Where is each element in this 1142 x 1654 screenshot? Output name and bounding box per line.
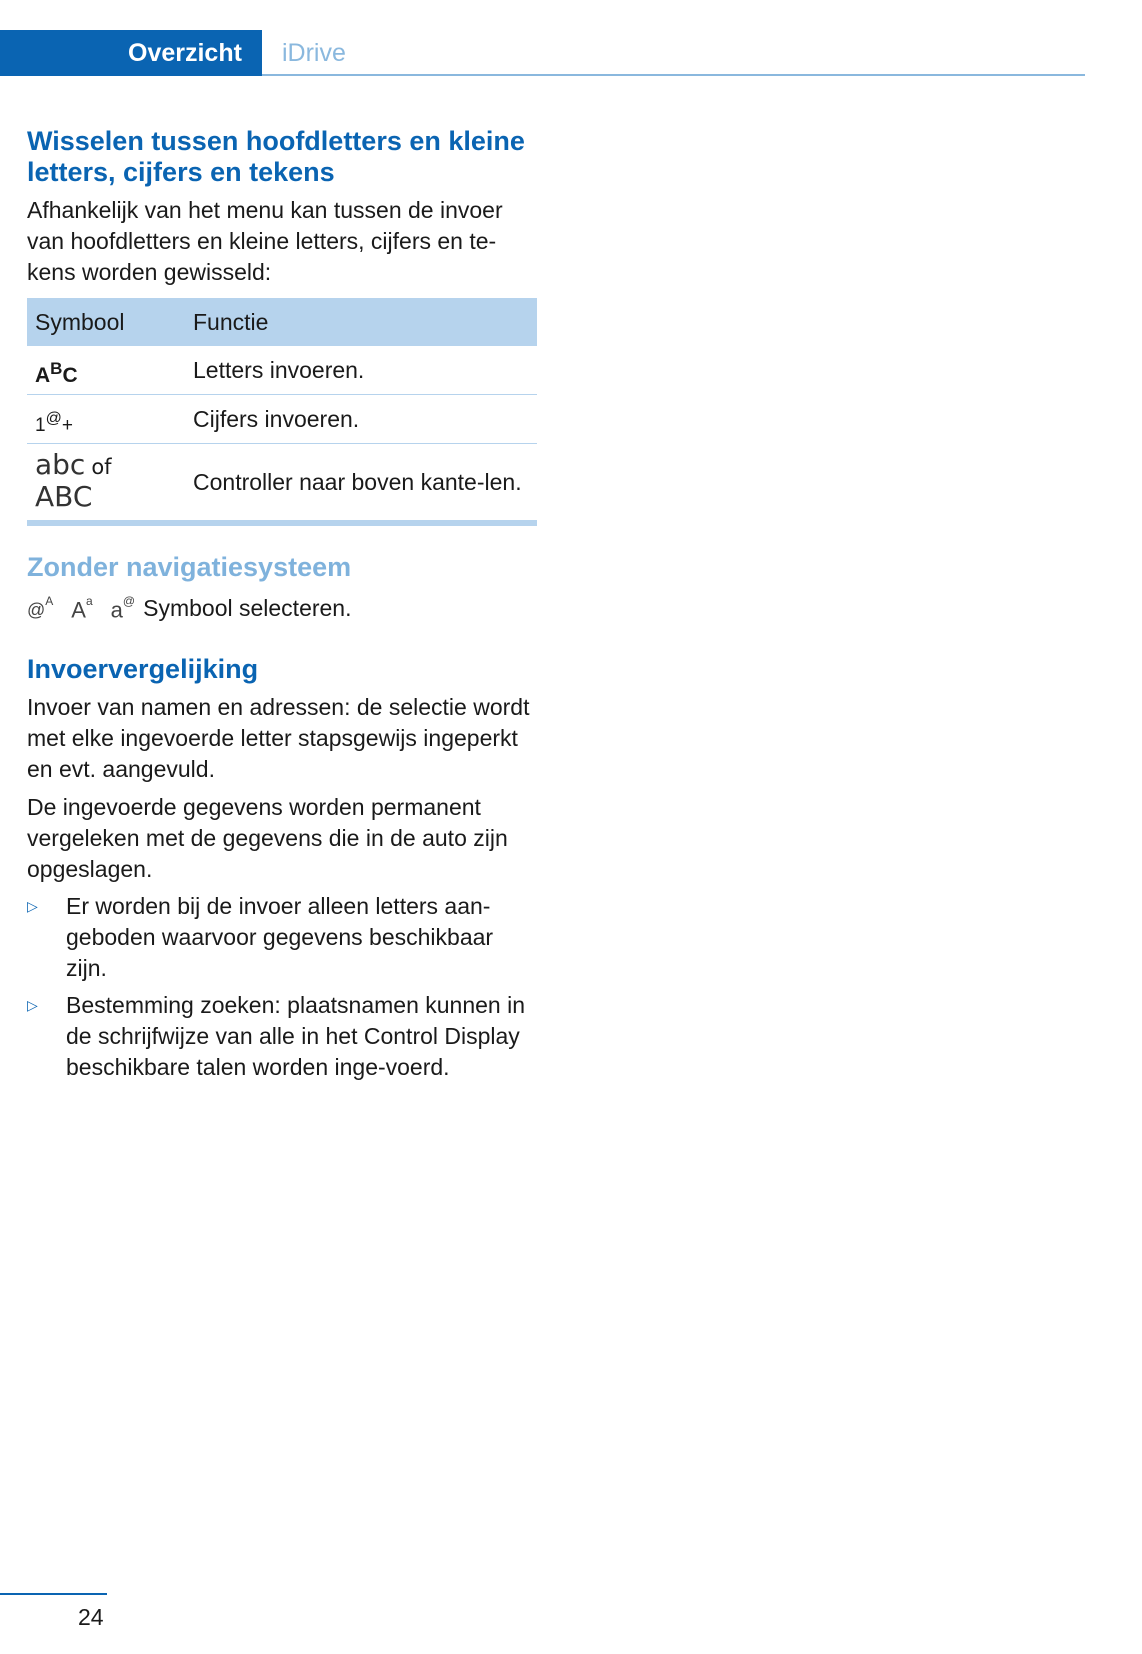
paragraph: De ingevoerde gegevens worden permanent vergeleken met de gegevens die in de auto zijn opgeslagen. <box>27 794 508 882</box>
table-row <box>27 346 537 395</box>
table-header-functie: Functie <box>193 308 269 335</box>
symbol-table <box>27 298 537 526</box>
table-cell-symbol <box>27 346 193 395</box>
numbers-symbol-icon: 1@+ <box>35 409 73 436</box>
table-cell-function: Letters invoeren. <box>193 346 537 395</box>
list-item-text: Bestemming zoeken: plaatsnamen kunnen in de schrijfwijze van alle in het Control Display beschikbare talen worden inge-voerd. <box>66 992 526 1080</box>
header-divider <box>262 74 1085 76</box>
section-title-wisselen: Wisselen tussen hoofdletters en kleine letters, cijfers en tekens <box>27 126 525 187</box>
table-cell-function: Cijfers invoeren. <box>193 395 537 444</box>
table-header-symbool: Symbool <box>35 308 125 335</box>
lowercase-at-icon: a@ <box>110 594 136 623</box>
bullet-list <box>27 891 539 1083</box>
symbol-select-line <box>27 590 539 626</box>
section-title-invoervergelijking: Invoervergelijking <box>27 654 259 684</box>
table-cell-function: Controller naar boven kante-len. <box>193 444 537 524</box>
section-title-zonder-navigatie: Zonder navigatiesysteem <box>27 552 352 582</box>
list-item <box>27 990 539 1083</box>
at-uppercase-icon: @$^A$ <box>27 594 54 620</box>
page-number: 24 <box>78 1604 104 1630</box>
paragraph: Invoer van namen en adressen: de selectie wordt met elke ingevoerde letter stapsgewijs ingeperkt en evt. aangevuld. <box>27 694 530 782</box>
abc-symbol-icon: $A^BC$ <box>35 358 78 387</box>
footer-divider <box>0 1593 107 1595</box>
table-row <box>27 444 537 524</box>
table-cell-symbol <box>27 444 193 524</box>
triangle-bullet-icon: ▷ <box>27 997 38 1013</box>
lowercase-abc-symbol: abc <box>35 448 86 481</box>
uppercase-abc-symbol: ABC <box>35 480 93 513</box>
symbol-select-text: Symbool selecteren. <box>143 594 352 621</box>
main-content <box>27 126 539 1089</box>
header-tab-idrive: iDrive <box>282 39 346 67</box>
table-header-row <box>27 298 537 346</box>
triangle-bullet-icon: ▷ <box>27 898 38 914</box>
uppercase-lowercase-icon: $A^a$ <box>71 594 93 623</box>
section-intro: Afhankelijk van het menu kan tussen de invoer van hoofdletters en kleine letters, cijfers en te-kens worden gewisseld: <box>27 197 503 285</box>
table-cell-symbol <box>27 395 193 444</box>
table-row <box>27 395 537 444</box>
symbol-or-text: of <box>91 455 112 479</box>
list-item <box>27 891 539 984</box>
list-item-text: Er worden bij de invoer alleen letters aan-geboden waarvoor gegevens beschikbaar zijn. <box>66 893 494 981</box>
header-tab-overzicht: Overzicht <box>128 39 242 67</box>
